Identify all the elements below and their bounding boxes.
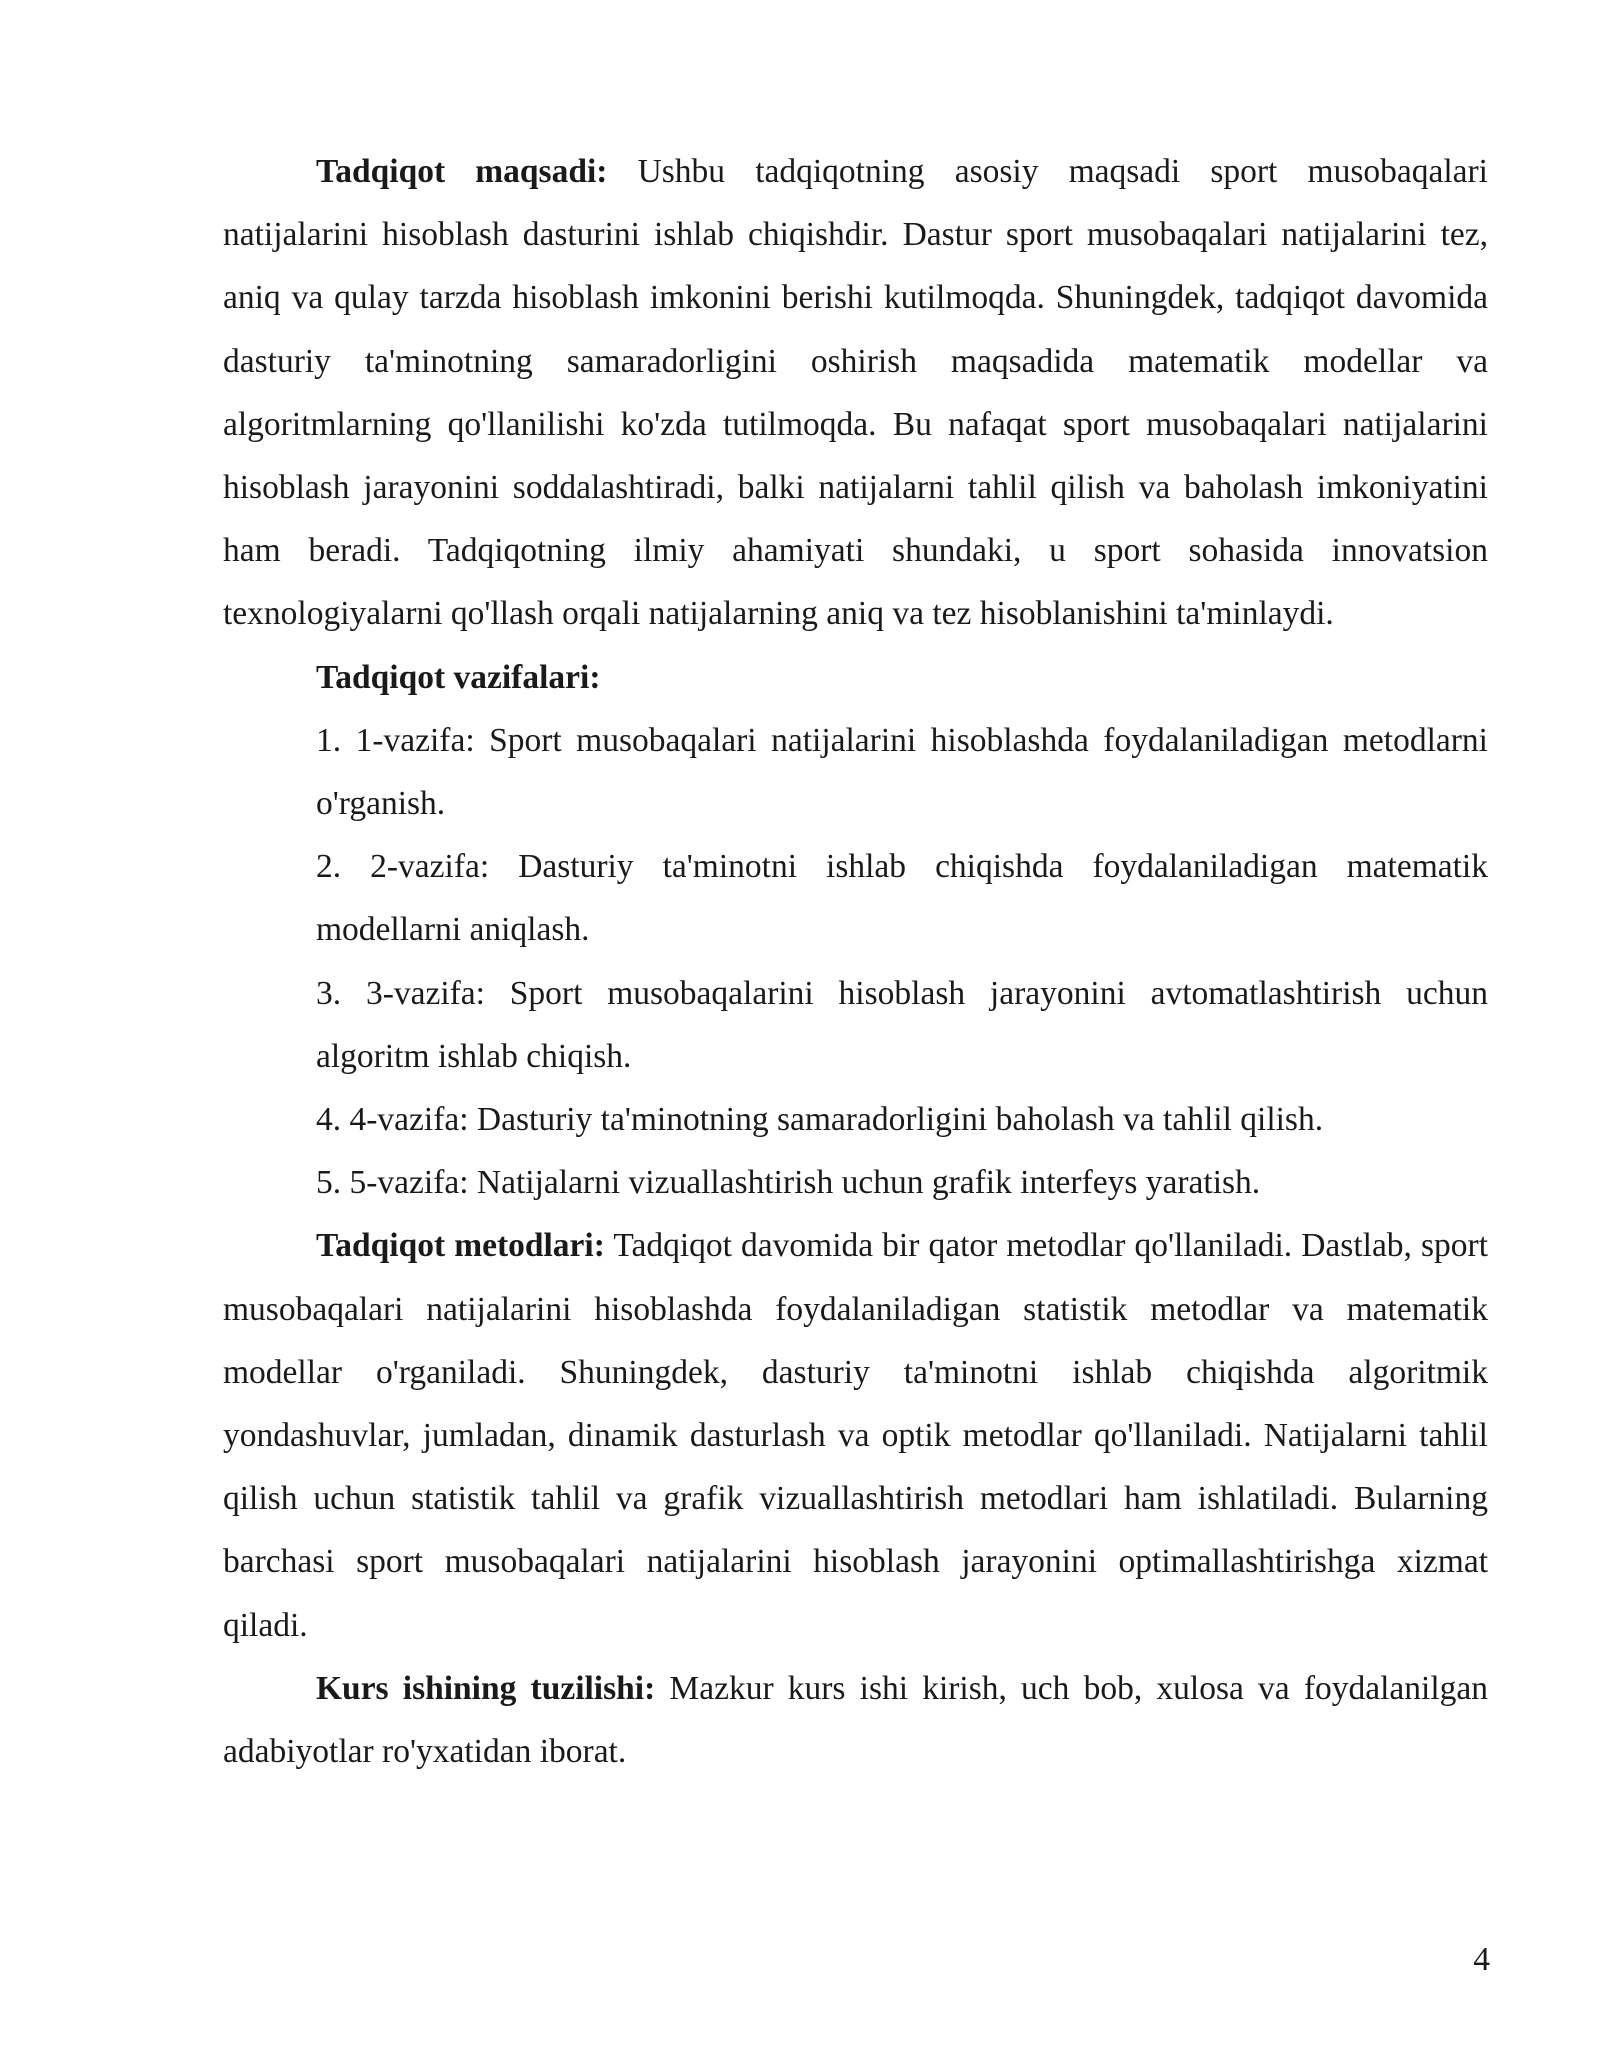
purpose-heading: Tadqiqot maqsadi: — [316, 153, 608, 190]
task-item-5: 5. 5-vazifa: Natijalarni vizuallashtirish uchun grafik interfeys yaratish. — [316, 1164, 1261, 1202]
page-number: 4 — [1473, 1941, 1490, 1978]
methods-text: Tadqiqot davomida bir qator metodlar qo'llaniladi. Dastlab, sport musobaqalari natijalarini hisoblashda foydalaniladigan statistik metodlar va matematik modellar o'rganiladi. Shuningdek, dasturiy ta'minotni ishlab chiqishda algoritmik yondashuvlar, jumladan, dinamik dasturlash va optik metodlar qo'llaniladi. Natijalarni tahlil qilish uchun statistik tahlil va grafik vizuallashtirish metodlari ham ishlatiladi. Bularning barchasi sport musobaqalari natijalarini hisoblash jarayonini optimallashtirishga xizmat qiladi. — [223, 1227, 1488, 1644]
task-item-1: 1. 1-vazifa: Sport musobaqalari natijalarini hisoblashda foydalaniladigan metodlarni o'rganish. — [316, 721, 1488, 823]
tasks-list — [223, 709, 1488, 1215]
structure-heading: Kurs ishining tuzilishi: — [316, 1669, 656, 1707]
methods-paragraph — [223, 1214, 1488, 1656]
task-item-4: 4. 4-vazifa: Dasturiy ta'minotning samaradorligini baholash va tahlil qilish. — [316, 1101, 1324, 1139]
structure-text: Mazkur kurs ishi kirish, uch bob, xulosa va foydalanilgan adabiyotlar ro'yxatidan iborat. — [223, 1669, 1489, 1771]
purpose-text: Ushbu tadqiqotning asosiy maqsadi sport musobaqalari natijalarini hisoblash dasturini ishlab chiqishdir. Dastur sport musobaqalari natijalarini tez, aniq va qulay tarzda hisoblash imkonini berishi kutilmoqda. Shuningdek, tadqiqot davomida dasturiy ta'minotning samaradorligini oshirish maqsadida matematik modellar va algoritmlarning qo'llanilishi ko'zda tutilmoqda. Bu nafaqat sport musobaqalari natijalarini hisoblash jarayonini soddalashtiradi, balki natijalarni tahlil qilish va baholash imkoniyatini ham beradi. Tadqiqotning ilmiy ahamiyati shundaki, u sport sohasida innovatsion texnologiyalarni qo'llash orqali natijalarning aniq va tez hisoblanishini ta'minlaydi. — [223, 153, 1488, 633]
tasks-heading: Tadqiqot vazifalari: — [316, 658, 601, 696]
task-item-2: 2. 2-vazifa: Dasturiy ta'minotni ishlab chiqishda foydalaniladigan matematik modellarni aniqlash. — [316, 848, 1488, 949]
task-item-3: 3. 3-vazifa: Sport musobaqalarini hisoblash jarayonini avtomatlashtirish uchun algoritm ishlab chiqish. — [316, 974, 1488, 1075]
structure-paragraph — [223, 1657, 1488, 1783]
page-content — [223, 140, 1488, 1783]
methods-heading: Tadqiqot metodlari: — [316, 1227, 605, 1265]
purpose-paragraph — [223, 140, 1488, 646]
